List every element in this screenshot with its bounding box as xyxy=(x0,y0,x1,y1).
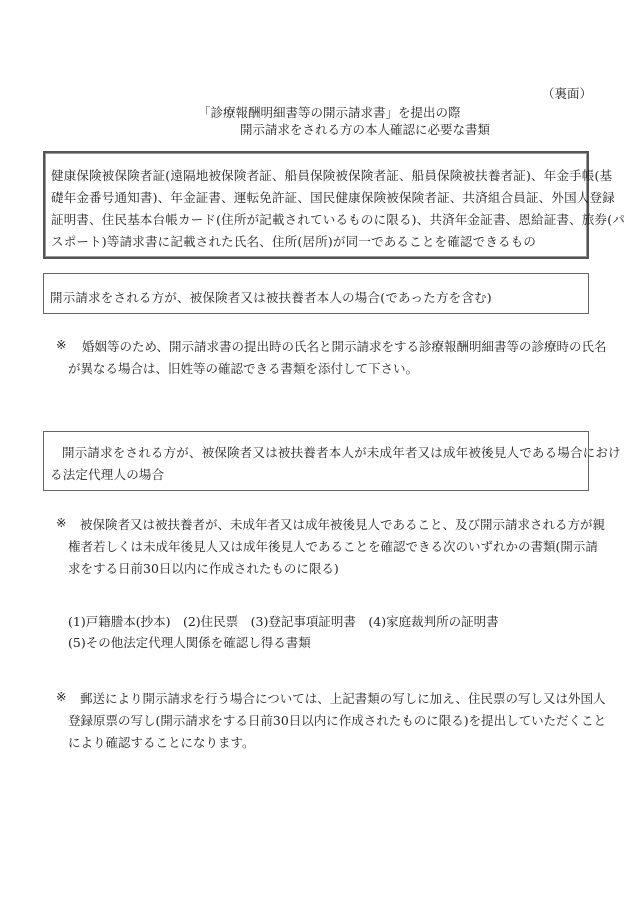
box3-line: る法定代理人の場合 xyxy=(50,467,165,482)
documents-list-line: (1)戸籍謄本(抄本) (2)住民票 (3)登記事項証明書 (4)家庭裁判所の証明書 xyxy=(68,614,499,629)
documents-list-line: (5)その他法定代理人関係を確認し得る書類 xyxy=(68,635,311,650)
note3-line: により確認することになります。 xyxy=(68,735,255,750)
box1-line: 礎年金番号通知書)、年金証書、運転免許証、国民健康保険被保険者証、共済組合員証、外国人登録 xyxy=(51,190,615,205)
note2-line: 権者若しくは未成年後見人又は成年後見人であることを確認できる次のいずれかの書類(開示請 xyxy=(68,539,598,554)
box3-line: 開示請求をされる方が、被保険者又は被扶養者本人が未成年者又は成年被後見人である場合におけ xyxy=(62,445,621,460)
box1-line: スポート)等請求書に記載された氏名、住所(居所)が同一であることを確認できるもの xyxy=(51,234,537,249)
title-line-1: 「診療報酬明細書等の開示請求書」を提出の際 xyxy=(198,105,461,120)
case-legal-representative-box xyxy=(43,431,621,491)
title-line-2: 開示請求をされる方の本人確認に必要な書類 xyxy=(240,122,491,137)
note2-mark: ※ xyxy=(56,515,67,530)
note3-line: 登録原票の写し(開示請求をする日前30日以内に作成されたものに限る)を提出していただくこと xyxy=(68,713,607,728)
box1-line: 証明書、住民基本台帳カード(住所が記載されているものに限る)、共済年金証書、恩給証書、旅券(パ xyxy=(51,212,626,227)
note1-mark: ※ xyxy=(56,337,67,352)
case-self-box xyxy=(43,273,589,314)
case-self-text: 開示請求をされる方が、被保険者又は被扶養者本人の場合(であった方を含む) xyxy=(50,290,492,305)
note3-mark: ※ xyxy=(56,689,67,704)
note1-line: 婚姻等のため、開示請求書の提出時の氏名と開示請求をする診療報酬明細書等の診療時の氏名 xyxy=(82,339,607,354)
note2-line: 求をする日前30日以内に作成されたものに限る) xyxy=(68,561,339,576)
note3-line: 郵送により開示請求を行う場合については、上記書類の写しに加え、住民票の写し又は外国人 xyxy=(80,691,606,706)
note2-line: 被保険者又は被扶養者が、未成年者又は成年被後見人であること、及び開示請求される方が親 xyxy=(80,517,606,532)
note1-line: が異なる場合は、旧姓等の確認できる書類を添付して下さい。 xyxy=(68,361,419,376)
identity-documents-box xyxy=(43,151,626,259)
page-side-label: （裏面） xyxy=(542,86,593,101)
box1-line: 健康保険被保険者証(遠隔地被保険者証、船員保険被保険者証、船員保険被扶養者証)、年金手帳(基 xyxy=(51,168,613,183)
